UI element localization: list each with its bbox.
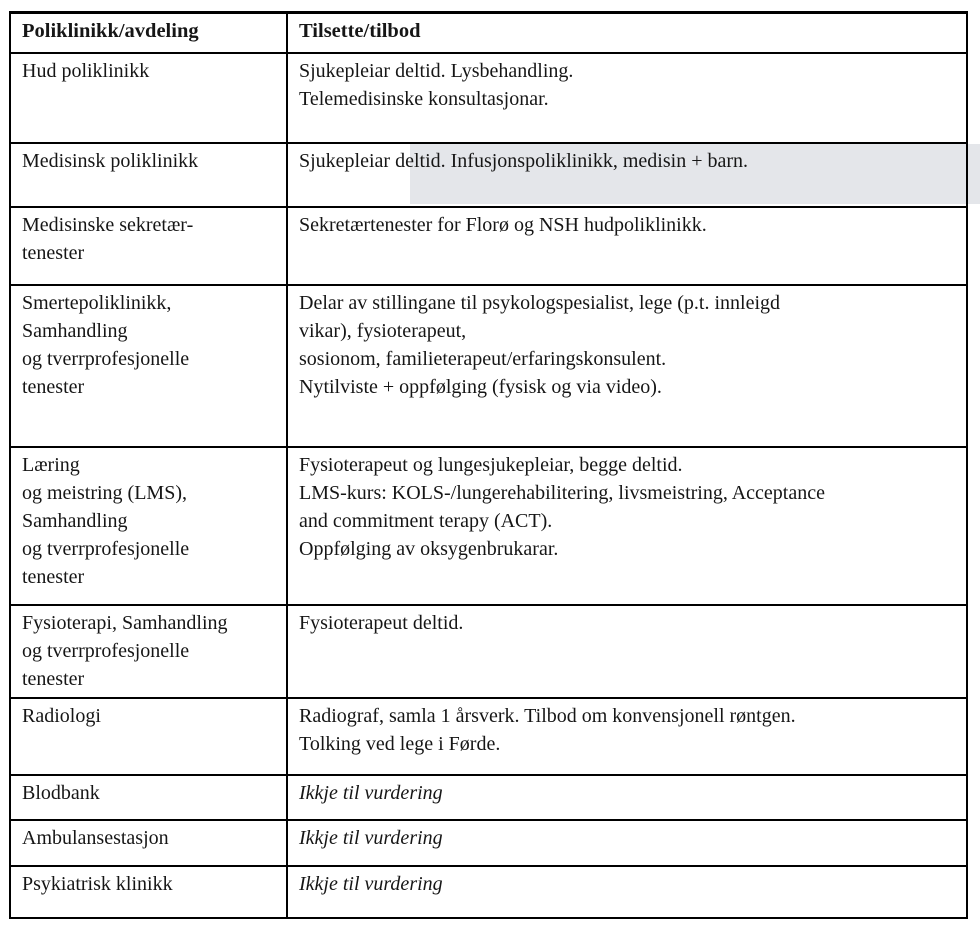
info-cell [287, 447, 967, 605]
table-row [10, 285, 967, 447]
info-line: Fysioterapeut deltid. [299, 611, 464, 634]
info-line: Ikkje til vurdering [299, 826, 443, 849]
dept-line: og meistring (LMS), [22, 481, 187, 504]
info-cell [287, 698, 967, 775]
info-cell [287, 605, 967, 698]
table-row [10, 53, 967, 143]
dept-line: Radiologi [22, 704, 101, 727]
table-row [10, 820, 967, 866]
info-cell [287, 285, 967, 447]
info-cell [287, 53, 967, 143]
dept-line: Samhandling [22, 319, 128, 342]
info-line: sosionom, familieterapeut/erfaringskonsulent. [299, 347, 667, 370]
info-line: Radiograf, samla 1 årsverk. Tilbod om konvensjonell røntgen. [299, 704, 796, 727]
dept-line: tenester [22, 667, 85, 690]
column-header-poliklinikk-avdeling: Poliklinikk/avdeling [10, 13, 287, 53]
dept-line: og tverrprofesjonelle [22, 537, 190, 560]
info-line: Oppfølging av oksygenbrukarar. [299, 537, 559, 560]
info-line: vikar), fysioterapeut, [299, 319, 467, 342]
info-line: Ikkje til vurdering [299, 872, 443, 895]
dept-cell [10, 820, 287, 866]
info-cell [287, 775, 967, 820]
dept-line: Samhandling [22, 509, 128, 532]
dept-cell [10, 143, 287, 207]
dept-cell [10, 605, 287, 698]
table-row [10, 605, 967, 698]
info-line: Ikkje til vurdering [299, 781, 443, 804]
table-row [10, 866, 967, 918]
table-row [10, 143, 967, 207]
dept-line: tenester [22, 241, 85, 264]
dept-line: Psykiatrisk klinikk [22, 872, 173, 895]
info-cell [287, 820, 967, 866]
info-cell [287, 866, 967, 918]
clinic-services-table [9, 11, 968, 919]
dept-cell [10, 285, 287, 447]
dept-line: tenester [22, 565, 85, 588]
dept-line: Ambulansestasjon [22, 826, 169, 849]
dept-line: Læring [22, 453, 80, 476]
dept-line: Fysioterapi, Samhandling [22, 611, 228, 634]
table-row [10, 207, 967, 285]
info-line: Telemedisinske konsultasjonar. [299, 87, 549, 110]
dept-cell [10, 447, 287, 605]
dept-line: Medisinske sekretær- [22, 213, 194, 236]
column-header-tilsette-tilbod: Tilsette/tilbod [287, 13, 967, 53]
info-line: Tolking ved lege i Førde. [299, 732, 501, 755]
info-line: LMS-kurs: KOLS-/lungerehabilitering, livsmeistring, Acceptance [299, 481, 825, 504]
dept-line: og tverrprofesjonelle [22, 639, 190, 662]
info-line: Sjukepleiar deltid. Lysbehandling. [299, 59, 574, 82]
dept-line: Medisinsk poliklinikk [22, 149, 199, 172]
table-header-row [10, 13, 967, 53]
dept-cell [10, 207, 287, 285]
dept-cell [10, 775, 287, 820]
info-line: Sekretærtenester for Florø og NSH hudpoliklinikk. [299, 213, 707, 236]
info-line: Fysioterapeut og lungesjukepleiar, begge deltid. [299, 453, 683, 476]
dept-line: Smertepoliklinikk, [22, 291, 172, 314]
table-head [10, 13, 967, 53]
dept-line: og tverrprofesjonelle [22, 347, 190, 370]
dept-line: tenester [22, 375, 85, 398]
dept-line: Hud poliklinikk [22, 59, 150, 82]
dept-cell [10, 866, 287, 918]
dept-line: Blodbank [22, 781, 100, 804]
info-line: Delar av stillingane til psykologspesialist, lege (p.t. innleigd [299, 291, 781, 314]
table-row [10, 698, 967, 775]
table-row [10, 775, 967, 820]
info-line: Sjukepleiar deltid. Infusjonspoliklinikk, medisin + barn. [299, 149, 749, 172]
info-cell [287, 143, 967, 207]
table-row [10, 447, 967, 605]
dept-cell [10, 698, 287, 775]
info-line: Nytilviste + oppfølging (fysisk og via video). [299, 375, 662, 398]
info-line: and commitment terapy (ACT). [299, 509, 553, 532]
table-body [10, 53, 967, 918]
info-cell [287, 207, 967, 285]
dept-cell [10, 53, 287, 143]
